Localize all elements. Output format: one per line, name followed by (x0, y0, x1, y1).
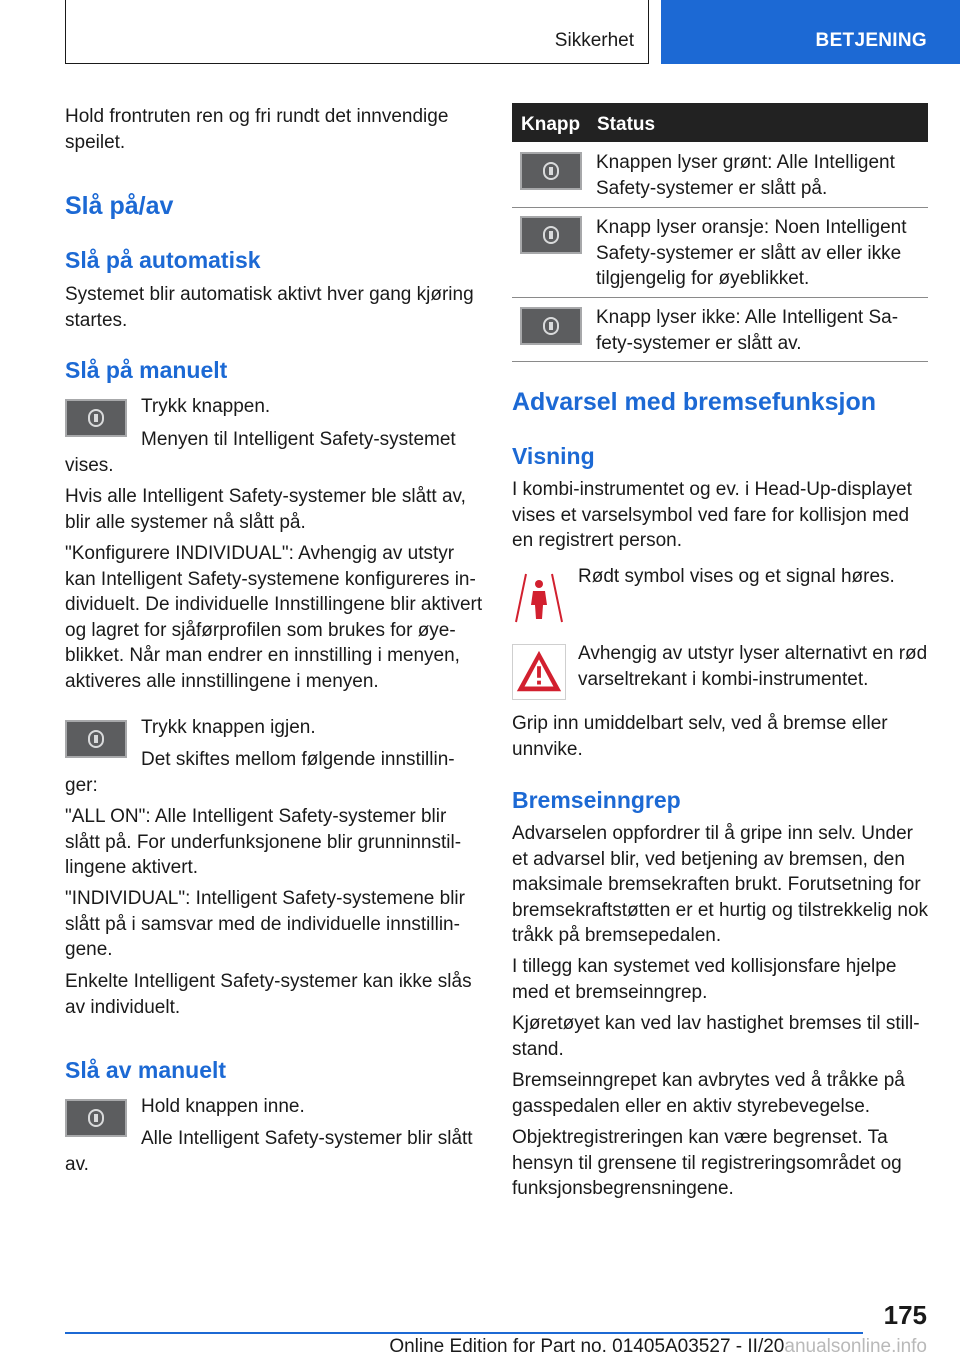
footer-divider (65, 1332, 863, 1334)
footer-edition-line (389, 1336, 927, 1358)
header-chapter-box (661, 0, 960, 64)
brake-text: I tillegg kan systemet ved kollisjonsfare hjelpe med et bremseinngrep. (512, 956, 897, 1003)
header-section-title: Sikkerhet (554, 30, 634, 51)
some-systems-text: Enkelte Intelligent Safety-systemer kan ikke slås av individuelt. (65, 971, 472, 1018)
heading-brake-intervention: Bremseinngrep (512, 787, 681, 813)
brake-text: Bremseinngrepet kan avbrytes ved å tråkke på gasspedalen eller en aktiv styrebevegelse. (512, 1070, 905, 1117)
status-table-header (512, 103, 928, 142)
all-turned-off-text: Alle Intelligent Safety-systemer blir slått av. (65, 1128, 473, 1175)
table-row-status: Knappen lyser grønt: Alle Intelligent Safety-systemer er slått på. (596, 152, 895, 199)
all-on-text: "ALL ON": Alle Intelligent Safety-systemer blir slått på. For underfunksjonene blir grunninnstillingene aktivert. (65, 806, 462, 878)
footer-watermark: anualsonline.info (784, 1336, 927, 1357)
individual-text: "INDIVIDUAL": Intelligent Safety-systemene blir slått på i samsvar med de individuelle innstillingene. (65, 888, 465, 960)
red-symbol-text: Rødt symbol vises og et signal høres. (578, 566, 895, 587)
intervene-text: Grip inn umiddelbart selv, ved å bremse eller unnvike. (512, 713, 888, 760)
page-number: 175 (883, 1300, 927, 1330)
footer-edition: Online Edition for Part no. 01405A03527 - II/20 (389, 1336, 785, 1357)
press-button-text: Trykk knappen. (141, 396, 271, 417)
table-row-divider (512, 297, 928, 298)
brake-text: Advarselen oppfordrer til å gripe inn selv. Under et advarsel blir, ved betjening av bremsen, den maksimale bremsekraften brukt. Forutsetning for bremsekraftstøtten er et hurtig og tilstrekkelig nok tråkk på bremsepedalen. (512, 823, 929, 946)
safety-shield-icon (88, 409, 104, 427)
heading-manual-off: Slå av manuelt (65, 1057, 227, 1083)
header-chapter-title: BETJENING (815, 30, 927, 51)
column-header-button: Knapp (521, 114, 581, 135)
switch-settings-text: Det skiftes mellom følgende innstillinger: (65, 749, 455, 796)
heading-manual-on: Slå på manuelt (65, 357, 228, 383)
safety-shield-icon (543, 162, 559, 180)
header-section-box (65, 0, 649, 64)
intro-text: Hold frontruten ren og fri rundt det innvendige speilet. (65, 106, 449, 153)
auto-text: Systemet blir automatisk aktivt hver gang kjøring startes. (65, 284, 474, 331)
configure-individual-text: "Konfigurere INDIVIDUAL": Avhengig av utstyr kan Intelligent Safety-systemene konfigureres individuelt. De individuelle Innstillingene blir aktivert og lagret for sjåførprofilen som brukes for øyeblikket. Når man endrer en innstilling i menyen, aktiveres alle innstillingene i menyen. (65, 543, 483, 692)
column-header-status: Status (597, 114, 656, 135)
intelligent-safety-button-icon (520, 216, 582, 254)
hold-button-text: Hold knappen inne. (141, 1096, 305, 1117)
intelligent-safety-button-icon (520, 307, 582, 345)
press-again-text: Trykk knappen igjen. (141, 717, 316, 738)
safety-shield-icon (88, 730, 104, 748)
heading-on-off: Slå på/av (65, 192, 174, 220)
heading-warning-brake: Advarsel med bremsefunksjon (512, 388, 877, 416)
heading-auto-on: Slå på automatisk (65, 247, 261, 273)
heading-display: Visning (512, 443, 595, 469)
triangle-text: Avhengig av utstyr lyser alternativt en rød varseltrekant i kombi-instrumentet. (578, 643, 928, 690)
all-off-text: Hvis alle Intelligent Safety-systemer ble slått av, blir alle systemer nå slått på. (65, 486, 466, 533)
table-row-status: Knapp lyser ikke: Alle Intelligent Safety-systemer er slått av. (596, 307, 899, 354)
display-text: I kombi-instrumentet og ev. i Head-Up-displayet vises et varselsymbol ved fare for kollisjon med en registrert person. (512, 479, 912, 551)
table-row-divider (512, 207, 928, 208)
safety-shield-icon (543, 317, 559, 335)
table-row-divider (512, 361, 928, 362)
pedestrian-warning-icon (512, 568, 566, 624)
brake-text: Objektregistreringen kan være begrenset. Ta hensyn til grensene til registreringsområdet og funksjonsbegrensningene. (512, 1127, 902, 1199)
intelligent-safety-button-icon (520, 152, 582, 190)
brake-text: Kjøretøyet kan ved lav hastighet bremses til stillstand. (512, 1013, 920, 1060)
safety-shield-icon (88, 1109, 104, 1127)
safety-shield-icon (543, 226, 559, 244)
menu-shown-text: Menyen til Intelligent Safety-systemet vises. (65, 429, 456, 476)
warning-triangle-icon (512, 644, 566, 700)
table-row-status: Knapp lyser oransje: Noen Intelligent Safety-systemer er slått av eller ikke tilgjengelig for øyeblikket. (596, 217, 907, 289)
